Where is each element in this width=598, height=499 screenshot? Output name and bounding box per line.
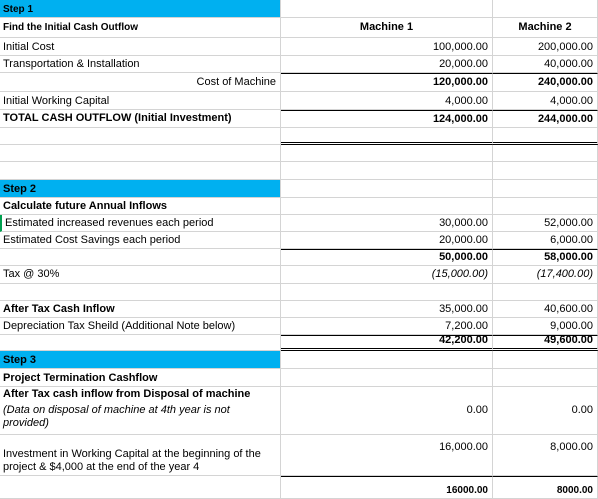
cost-of-machine-machine-2[interactable]: 240,000.00 bbox=[493, 73, 598, 92]
wc-recovery-machine-1[interactable]: 16,000.00 bbox=[281, 435, 493, 476]
annual-inflow-total-machine-2[interactable]: 49,600.00 bbox=[493, 335, 598, 351]
savings-machine-1[interactable]: 20,000.00 bbox=[281, 232, 493, 249]
empty-cell[interactable] bbox=[281, 351, 493, 369]
total-outflow-machine-1[interactable]: 124,000.00 bbox=[281, 110, 493, 128]
disposal-machine-1[interactable]: 0.00 bbox=[281, 387, 493, 435]
revenues-machine-1[interactable]: 30,000.00 bbox=[281, 215, 493, 232]
tax-label[interactable]: Tax @ 30% bbox=[0, 266, 281, 284]
empty-cell[interactable] bbox=[493, 180, 598, 198]
empty-cell[interactable] bbox=[281, 128, 493, 145]
step3-heading[interactable]: Step 3 bbox=[0, 351, 281, 369]
empty-cell[interactable] bbox=[281, 369, 493, 387]
working-capital-label[interactable]: Initial Working Capital bbox=[0, 92, 281, 110]
depreciation-label[interactable]: Depreciation Tax Sheild (Additional Note below) bbox=[0, 318, 281, 335]
empty-cell[interactable] bbox=[281, 145, 493, 162]
empty-cell[interactable] bbox=[493, 351, 598, 369]
empty-cell[interactable] bbox=[0, 335, 281, 351]
empty-cell[interactable] bbox=[493, 369, 598, 387]
cost-of-machine-machine-1[interactable]: 120,000.00 bbox=[281, 73, 493, 92]
termination-total-machine-1[interactable]: 16000.00 bbox=[281, 476, 493, 499]
step2-title[interactable]: Calculate future Annual Inflows bbox=[0, 198, 281, 215]
step2-heading[interactable]: Step 2 bbox=[0, 180, 281, 198]
revenues-label[interactable]: Estimated increased revenues each period bbox=[0, 215, 281, 232]
step1-title[interactable]: Find the Initial Cash Outflow bbox=[0, 18, 281, 38]
column-header-machine-1[interactable]: Machine 1 bbox=[281, 18, 493, 38]
savings-machine-2[interactable]: 6,000.00 bbox=[493, 232, 598, 249]
empty-cell[interactable] bbox=[0, 249, 281, 266]
initial-cost-machine-1[interactable]: 100,000.00 bbox=[281, 38, 493, 56]
empty-cell[interactable] bbox=[0, 145, 281, 162]
step1-heading[interactable]: Step 1 bbox=[0, 0, 281, 18]
transport-machine-1[interactable]: 20,000.00 bbox=[281, 56, 493, 73]
annual-inflow-total-machine-1[interactable]: 42,200.00 bbox=[281, 335, 493, 351]
disposal-cell[interactable] bbox=[0, 387, 281, 435]
termination-total-machine-2[interactable]: 8000.00 bbox=[493, 476, 598, 499]
after-tax-inflow-machine-2[interactable]: 40,600.00 bbox=[493, 301, 598, 318]
inflow-subtotal-machine-2[interactable]: 58,000.00 bbox=[493, 249, 598, 266]
revenues-machine-2[interactable]: 52,000.00 bbox=[493, 215, 598, 232]
wc-recovery-label[interactable]: Investment in Working Capital at the beginning of the project & $4,000 at the end of the year 4 bbox=[0, 435, 281, 476]
column-header-machine-2[interactable]: Machine 2 bbox=[493, 18, 598, 38]
working-capital-machine-2[interactable]: 4,000.00 bbox=[493, 92, 598, 110]
empty-cell[interactable] bbox=[0, 284, 281, 301]
transport-machine-2[interactable]: 40,000.00 bbox=[493, 56, 598, 73]
tax-machine-2[interactable]: (17,400.00) bbox=[493, 266, 598, 284]
disposal-note: (Data on disposal of machine at 4th year is not provided) bbox=[3, 404, 230, 429]
inflow-subtotal-machine-1[interactable]: 50,000.00 bbox=[281, 249, 493, 266]
working-capital-machine-1[interactable]: 4,000.00 bbox=[281, 92, 493, 110]
empty-cell[interactable] bbox=[281, 0, 493, 18]
empty-cell[interactable] bbox=[493, 198, 598, 215]
empty-cell[interactable] bbox=[493, 162, 598, 180]
initial-cost-machine-2[interactable]: 200,000.00 bbox=[493, 38, 598, 56]
wc-recovery-machine-2[interactable]: 8,000.00 bbox=[493, 435, 598, 476]
tax-machine-1[interactable]: (15,000.00) bbox=[281, 266, 493, 284]
total-outflow-machine-2[interactable]: 244,000.00 bbox=[493, 110, 598, 128]
step3-title[interactable]: Project Termination Cashflow bbox=[0, 369, 281, 387]
empty-cell[interactable] bbox=[493, 128, 598, 145]
after-tax-inflow-machine-1[interactable]: 35,000.00 bbox=[281, 301, 493, 318]
total-outflow-label[interactable]: TOTAL CASH OUTFLOW (Initial Investment) bbox=[0, 110, 281, 128]
transport-label[interactable]: Transportation & Installation bbox=[0, 56, 281, 73]
empty-cell[interactable] bbox=[0, 128, 281, 145]
after-tax-inflow-label[interactable]: After Tax Cash Inflow bbox=[0, 301, 281, 318]
savings-label[interactable]: Estimated Cost Savings each period bbox=[0, 232, 281, 249]
empty-cell[interactable] bbox=[493, 145, 598, 162]
depreciation-machine-1[interactable]: 7,200.00 bbox=[281, 318, 493, 335]
empty-cell[interactable] bbox=[0, 476, 281, 499]
empty-cell[interactable] bbox=[281, 162, 493, 180]
empty-cell[interactable] bbox=[281, 198, 493, 215]
disposal-machine-2[interactable]: 0.00 bbox=[493, 387, 598, 435]
empty-cell[interactable] bbox=[0, 162, 281, 180]
empty-cell[interactable] bbox=[493, 0, 598, 18]
empty-cell[interactable] bbox=[281, 180, 493, 198]
empty-cell[interactable] bbox=[281, 284, 493, 301]
depreciation-machine-2[interactable]: 9,000.00 bbox=[493, 318, 598, 335]
empty-cell[interactable] bbox=[493, 284, 598, 301]
disposal-title: After Tax cash inflow from Disposal of machine bbox=[3, 388, 251, 400]
cost-of-machine-label[interactable]: Cost of Machine bbox=[0, 73, 281, 92]
initial-cost-label[interactable]: Initial Cost bbox=[0, 38, 281, 56]
